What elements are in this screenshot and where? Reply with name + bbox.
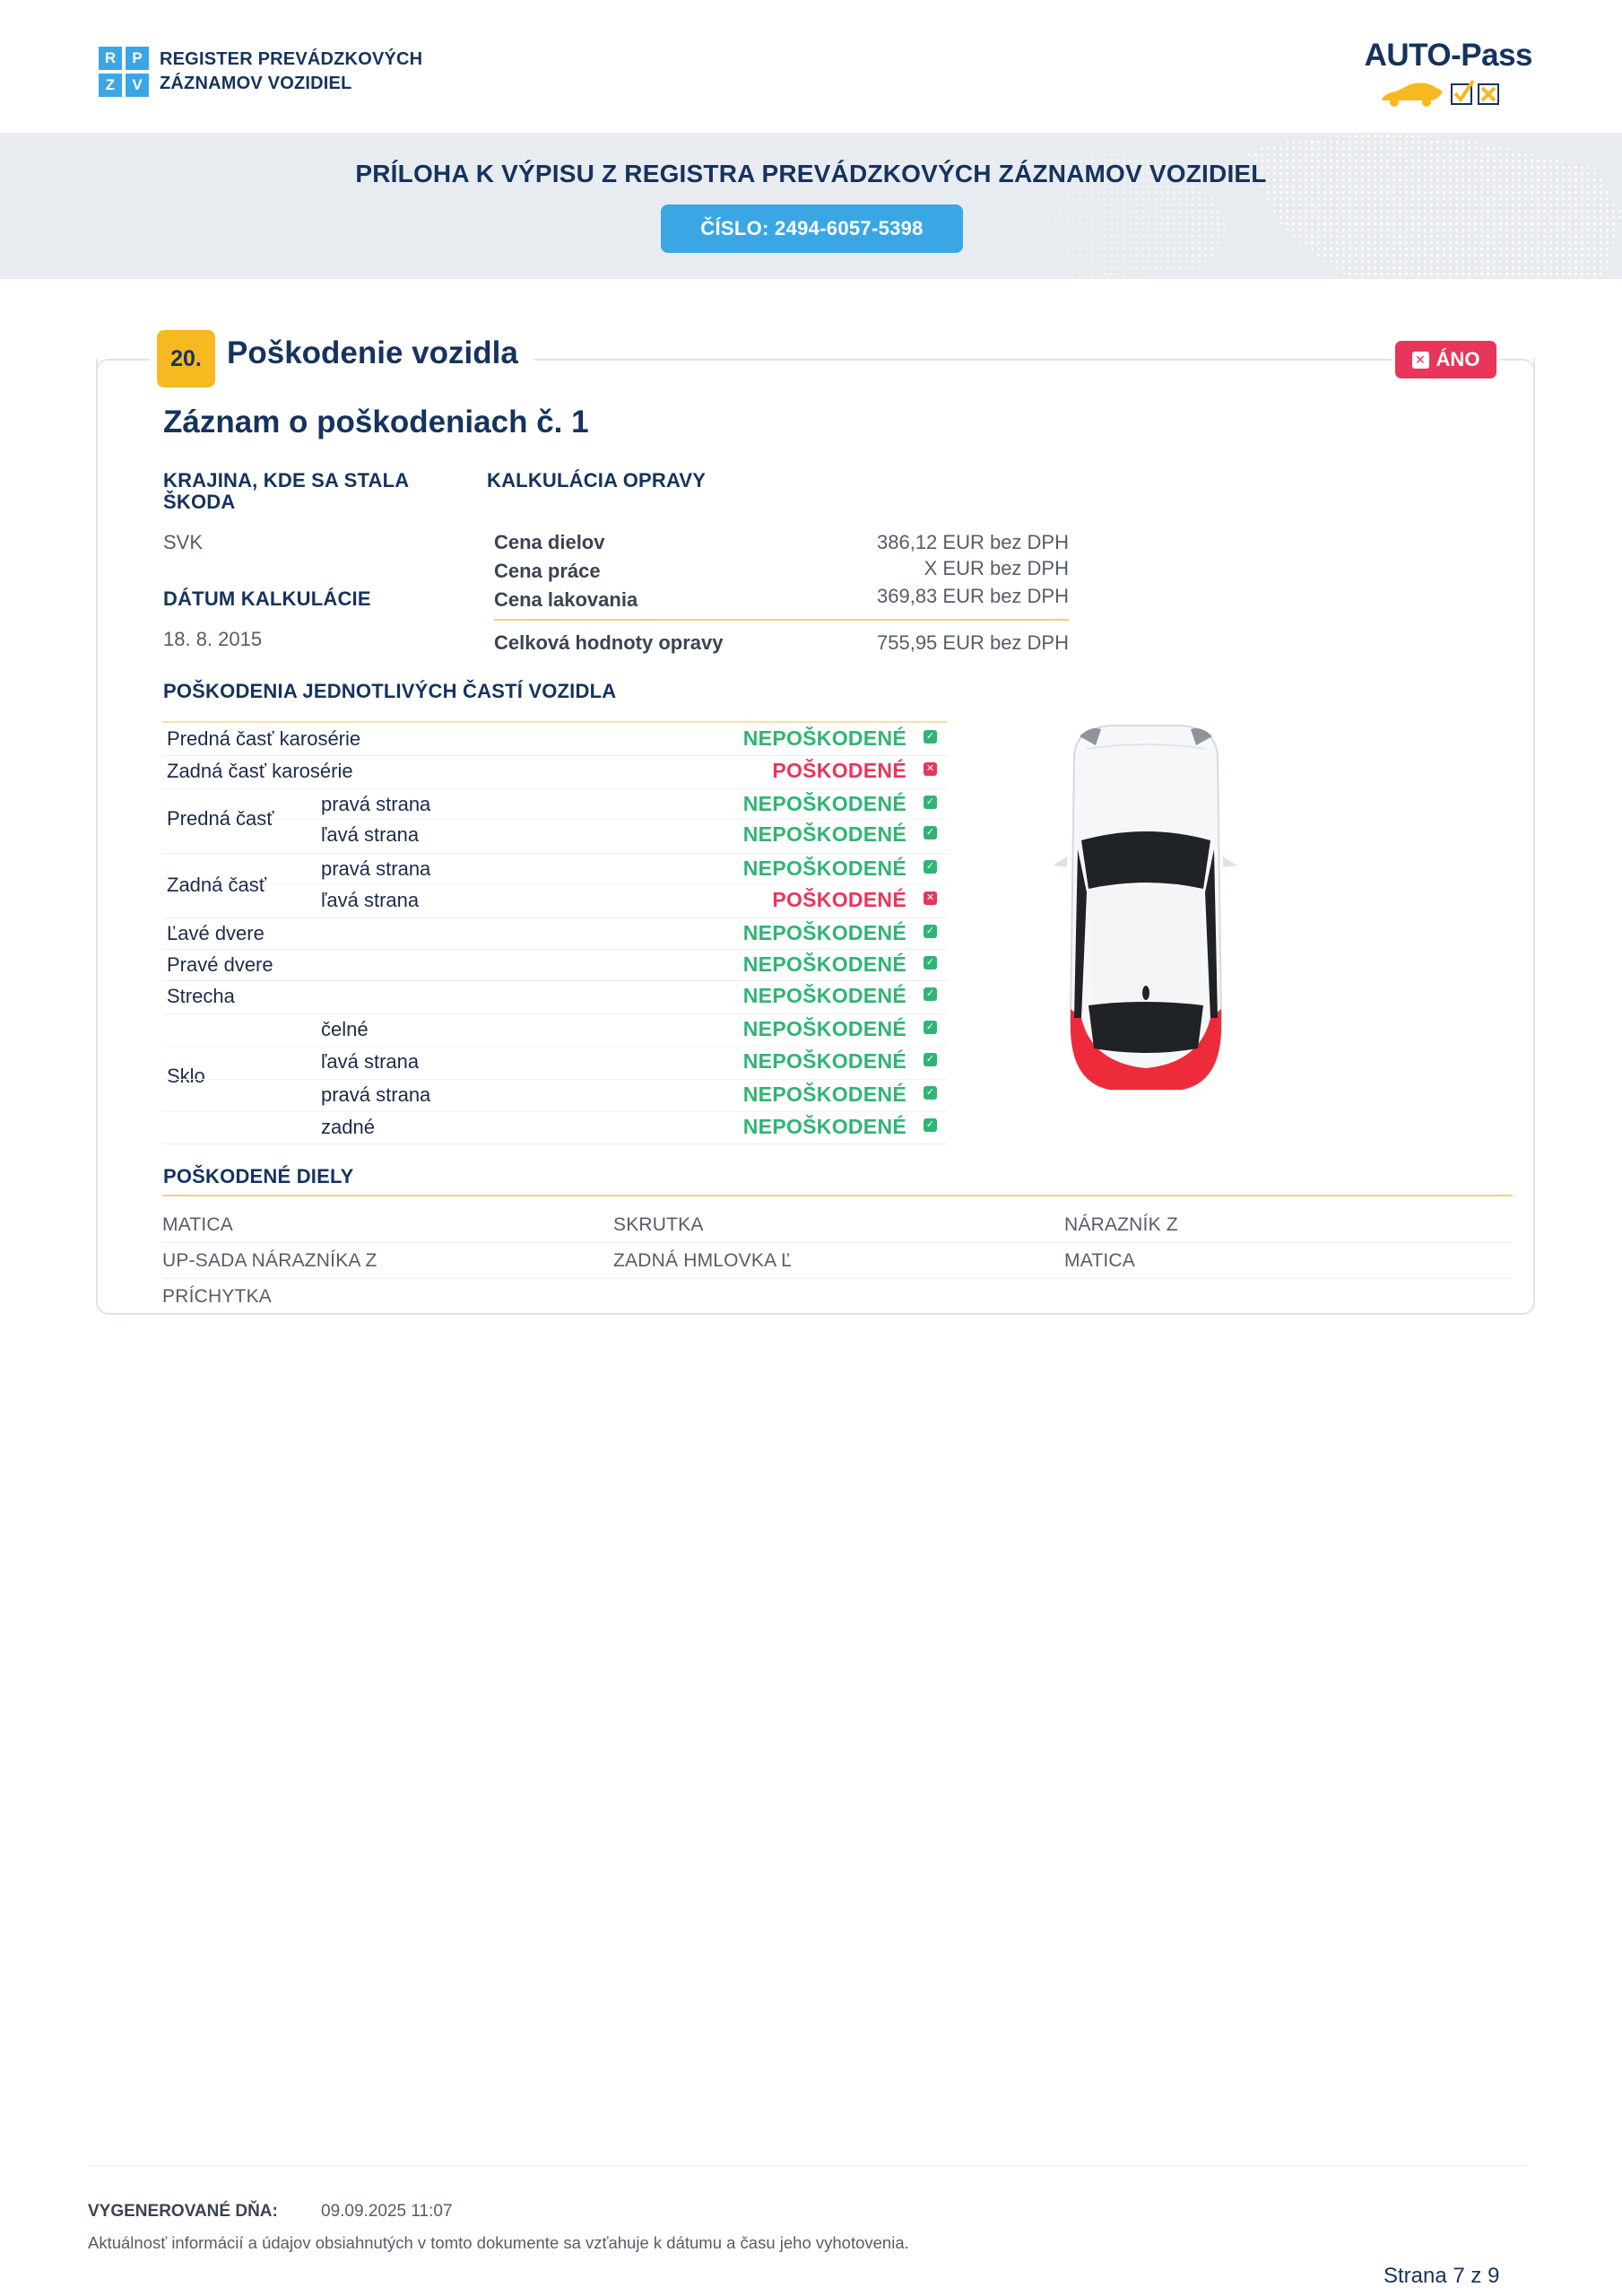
part-row bbox=[162, 756, 948, 789]
check-icon: ✓ bbox=[924, 730, 937, 744]
logo-letter: P bbox=[126, 47, 149, 70]
check-icon: ✓ bbox=[924, 826, 937, 839]
part-name: Zadná časť bbox=[167, 874, 266, 896]
part-name: Zadná časť karosérie bbox=[167, 760, 353, 782]
damaged-part: MATICA bbox=[162, 1214, 233, 1235]
check-icon: ✓ bbox=[924, 1053, 937, 1066]
part-subname: čelné bbox=[321, 1018, 369, 1040]
rpzv-logo-text bbox=[160, 48, 422, 96]
calc-divider bbox=[494, 619, 1069, 621]
calc-total-label: Celková hodnoty opravy bbox=[494, 631, 724, 654]
part-row bbox=[162, 820, 948, 854]
section-title: Poškodenie vozidla bbox=[227, 335, 518, 370]
section-number: 20. bbox=[157, 330, 215, 387]
part-row bbox=[162, 918, 948, 950]
generated-value: 09.09.2025 11:07 bbox=[321, 2202, 453, 2221]
calc-row-value: X EUR bez DPH bbox=[924, 557, 1069, 579]
part-row bbox=[162, 1112, 948, 1144]
damaged-parts-row bbox=[162, 1207, 1513, 1243]
status-damaged: POŠKODENÉ bbox=[772, 888, 906, 911]
logo-letter: R bbox=[99, 47, 122, 70]
damage-status-badge bbox=[1395, 341, 1496, 378]
rpzv-logo-line2: ZÁZNAMOV VOZIDIEL bbox=[160, 74, 352, 93]
damaged-part: ZADNÁ HMLOVKA Ľ bbox=[613, 1250, 793, 1271]
status-undamaged: NEPOŠKODENÉ bbox=[742, 1049, 906, 1073]
status-undamaged: NEPOŠKODENÉ bbox=[742, 984, 906, 1007]
part-name: Pravé dvere bbox=[167, 953, 273, 976]
part-name: Ľavé dvere bbox=[167, 922, 265, 944]
check-icon: ✓ bbox=[924, 1118, 937, 1132]
calc-total-value: 755,95 EUR bez DPH bbox=[877, 631, 1069, 654]
rpzv-logo-line1: REGISTER PREVÁDZKOVÝCH bbox=[160, 49, 423, 69]
damaged-parts-row bbox=[162, 1243, 1513, 1279]
status-undamaged: NEPOŠKODENÉ bbox=[742, 1115, 906, 1138]
damaged-part: UP-SADA NÁRAZNÍKA Z bbox=[162, 1250, 377, 1271]
car-damage-diagram bbox=[1047, 722, 1245, 1103]
check-icon: ✓ bbox=[924, 1021, 937, 1034]
logo-letter: Z bbox=[99, 74, 122, 97]
status-undamaged: NEPOŠKODENÉ bbox=[742, 1083, 906, 1106]
attachment-banner bbox=[0, 133, 1622, 279]
country-label-line1: KRAJINA, KDE SA STALA bbox=[163, 469, 410, 491]
footer-divider bbox=[88, 2165, 1526, 2166]
country-label bbox=[163, 470, 409, 513]
part-subname: pravá strana bbox=[321, 857, 431, 880]
calc-row-value: 386,12 EUR bez DPH bbox=[877, 531, 1069, 553]
part-row bbox=[162, 724, 948, 756]
part-name: Sklo bbox=[167, 1065, 205, 1087]
part-name: Strecha bbox=[167, 985, 235, 1007]
part-subname: ľavá strana bbox=[321, 823, 420, 846]
status-undamaged: NEPOŠKODENÉ bbox=[742, 792, 906, 815]
autopass-title: AUTO-Pass bbox=[1364, 38, 1532, 73]
damaged-part: MATICA bbox=[1064, 1250, 1135, 1271]
part-row bbox=[162, 1080, 948, 1112]
page-header bbox=[0, 0, 1622, 133]
check-icon: ✓ bbox=[924, 1086, 937, 1100]
status-undamaged: NEPOŠKODENÉ bbox=[742, 921, 906, 944]
damaged-part: PRÍCHYTKA bbox=[162, 1286, 272, 1307]
logo-letter: V bbox=[126, 74, 149, 97]
footer-note: Aktuálnosť informácií a údajov obsiahnutých v tomto dokumente sa vzťahuje k dátumu a času jeho vyhotovenia. bbox=[88, 2233, 909, 2252]
part-subname: zadné bbox=[321, 1116, 375, 1138]
date-label: DÁTUM KALKULÁCIE bbox=[163, 587, 371, 610]
calc-row-value: 369,83 EUR bez DPH bbox=[877, 585, 1069, 607]
rpzv-logo-mark bbox=[99, 47, 149, 97]
check-icon: ✓ bbox=[924, 860, 937, 874]
part-row bbox=[162, 1047, 948, 1080]
status-undamaged: NEPOŠKODENÉ bbox=[742, 726, 906, 750]
country-value: SVK bbox=[163, 531, 204, 553]
country-label-line2: ŠKODA bbox=[163, 491, 236, 513]
calc-row-label: Cena práce bbox=[494, 560, 601, 582]
part-name: Predná časť bbox=[167, 807, 274, 830]
damaged-part: SKRUTKA bbox=[613, 1214, 704, 1235]
generated-label: VYGENEROVANÉ DŇA: bbox=[88, 2202, 278, 2221]
part-row bbox=[162, 950, 948, 981]
calc-row-label: Cena dielov bbox=[494, 531, 605, 553]
calc-label: KALKULÁCIA OPRAVY bbox=[487, 469, 707, 491]
check-icon: ✓ bbox=[924, 925, 937, 938]
status-damaged: POŠKODENÉ bbox=[772, 759, 906, 782]
calc-row-label: Cena lakovania bbox=[494, 588, 638, 611]
part-row bbox=[162, 789, 948, 830]
part-row bbox=[162, 981, 948, 1014]
status-undamaged: NEPOŠKODENÉ bbox=[742, 857, 906, 880]
page-number: Strana 7 z 9 bbox=[1383, 2264, 1500, 2288]
rpzv-logo bbox=[99, 47, 422, 97]
status-undamaged: NEPOŠKODENÉ bbox=[742, 822, 906, 846]
autopass-car-check-icon bbox=[1380, 77, 1532, 113]
x-icon: ✕ bbox=[1412, 352, 1429, 369]
damaged-part: NÁRAZNÍK Z bbox=[1064, 1214, 1178, 1235]
part-subname: pravá strana bbox=[321, 793, 431, 815]
autopass-logo bbox=[1365, 38, 1532, 74]
status-undamaged: NEPOŠKODENÉ bbox=[742, 1017, 906, 1040]
damaged-parts-heading: POŠKODENÉ DIELY bbox=[163, 1165, 354, 1187]
world-map-dots bbox=[976, 133, 1622, 279]
part-row bbox=[162, 854, 948, 896]
parts-divider bbox=[162, 721, 948, 723]
x-icon: ✕ bbox=[924, 762, 937, 776]
check-icon: ✓ bbox=[924, 987, 937, 1001]
damage-status-label: ÁNO bbox=[1436, 348, 1480, 370]
damaged-parts-divider bbox=[162, 1195, 1513, 1196]
part-row bbox=[162, 885, 948, 918]
part-name: Predná časť karosérie bbox=[167, 727, 361, 750]
record-title: Záznam o poškodeniach č. 1 bbox=[163, 404, 589, 439]
parts-heading: POŠKODENIA JEDNOTLIVÝCH ČASTÍ VOZIDLA bbox=[163, 680, 617, 702]
document-number-badge: ČÍSLO: 2494-6057-5398 bbox=[661, 204, 963, 253]
banner-title: PRÍLOHA K VÝPISU Z REGISTRA PREVÁDZKOVÝCH ZÁZNAMOV VOZIDIEL bbox=[355, 160, 1267, 187]
damaged-parts-row bbox=[162, 1279, 1513, 1315]
check-icon: ✓ bbox=[924, 796, 937, 809]
status-undamaged: NEPOŠKODENÉ bbox=[742, 952, 906, 976]
part-subname: ľavá strana bbox=[321, 1050, 420, 1073]
part-subname: ľavá strana bbox=[321, 889, 420, 911]
date-value: 18. 8. 2015 bbox=[163, 628, 263, 650]
part-subname: pravá strana bbox=[321, 1083, 431, 1106]
check-icon: ✓ bbox=[924, 956, 937, 970]
x-icon: ✕ bbox=[924, 891, 937, 905]
